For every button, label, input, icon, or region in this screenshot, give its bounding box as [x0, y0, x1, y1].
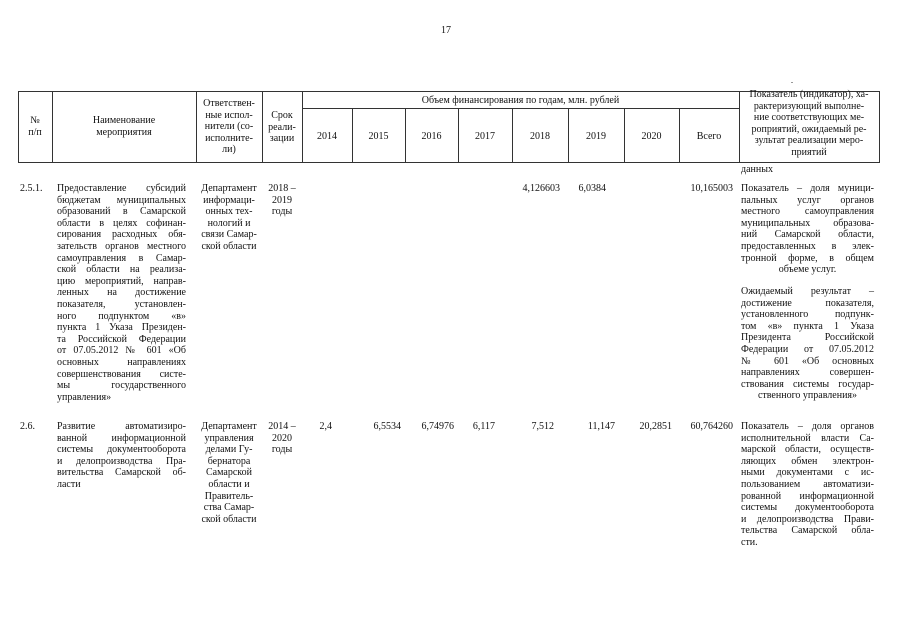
header-year: 2015: [368, 131, 389, 142]
value-2019: 6,0384: [578, 183, 606, 194]
value-2015: 6,5534: [373, 421, 401, 432]
expected-result: Ожидаемый результат – достижение показателя, установленного подпунк- том «в» пункта 1 Указа Президента Российской Федерации от 07.05.2012 № 601 «Об основных направлениях совершен- ствования системы государ- ственного управления»: [741, 286, 874, 402]
header-responsible: Ответствен- ные испол- нители (со- исполните- ли): [203, 98, 255, 155]
header-bottom-rule: [18, 162, 880, 163]
header-year: 2014: [317, 131, 337, 142]
funding-subrule: [302, 108, 739, 109]
indicator: Показатель – доля органов исполнительной власти Са- марской области, осуществ- ляющих обмен электрон- ными документами с ис- пользованием автоматизи- рованной информационной системы документооборота и делопроизводства Прави- тельства Самарской обла- сти.: [741, 421, 874, 548]
value-2014: 2,4: [319, 421, 332, 432]
header-year: 2020: [641, 131, 662, 142]
value-2016: 6,74976: [421, 421, 454, 432]
term: 2018 – 2019 годы: [268, 183, 296, 218]
responsible: Департамент информаци- онных тех- нологий и связи Самар- ской области: [201, 183, 257, 252]
value-2020: 20,2851: [639, 421, 672, 432]
value-2018: 4,126603: [522, 183, 560, 194]
responsible: Департамент управления делами Гу- бернатора Самарской области и Правитель- ства Самар- ской области: [201, 421, 257, 525]
page-number: 17: [441, 25, 451, 36]
value-2019: 11,147: [587, 421, 615, 432]
header-num: № п/п: [28, 115, 42, 138]
header-total: Всего: [696, 131, 722, 142]
col-divider: [879, 91, 880, 163]
header-year: 2016: [421, 131, 442, 142]
value-2017: 6,117: [472, 421, 495, 432]
term: 2014 – 2020 годы: [268, 421, 296, 456]
measure-name: Предоставление субсидий бюджетам муниципальных образований в Самарской области в целях софинан- сирования расходных обя- зательств органов местного самоуправления в Самар- ской области на реализа- цию мероприятий, направ- ленных на достижение показателя, установлен- ного подпунктом «в» пункта 1 Указа Президен- та Российской Федерации от 07.05.2012 № 601 «Об основных направлениях совершенствования систе- мы государственного управления»: [57, 183, 186, 403]
header-indicator: Показатель (индикатор), ха- рактеризующий выполне- ние соответствующих ме- роприятий, ожидаемый ре- зультат реализации меро- приятий: [749, 89, 869, 158]
row-number: 2.6.: [20, 421, 35, 432]
header-name: Наименование мероприятия: [92, 115, 156, 138]
header-year: 2018: [530, 131, 550, 142]
header-year: 2019: [586, 131, 606, 142]
header-term: Срок реали- зации: [268, 110, 296, 144]
table-header: [18, 91, 880, 163]
row-number: 2.5.1.: [20, 183, 43, 194]
header-funding: Объем финансирования по годам, млн. рублей: [421, 95, 620, 106]
value-total: 10,165003: [690, 183, 733, 194]
scan-artifact: [791, 82, 793, 83]
indicator: Показатель – доля муници- пальных услуг органов местного самоуправления муниципальных образова- ний Самарской области, предоставленных в элек- тронной форме, в общем объеме услуг.: [741, 183, 874, 276]
value-2018: 7,512: [531, 421, 554, 432]
value-total: 60,764260: [690, 421, 733, 432]
header-year: 2017: [475, 131, 495, 142]
measure-name: Развитие автоматизиро- ванной информационной системы документооборота и делопроизводства Пра- вительства Самарской об- ласти: [57, 421, 186, 490]
carryover-text: данных: [741, 164, 773, 175]
